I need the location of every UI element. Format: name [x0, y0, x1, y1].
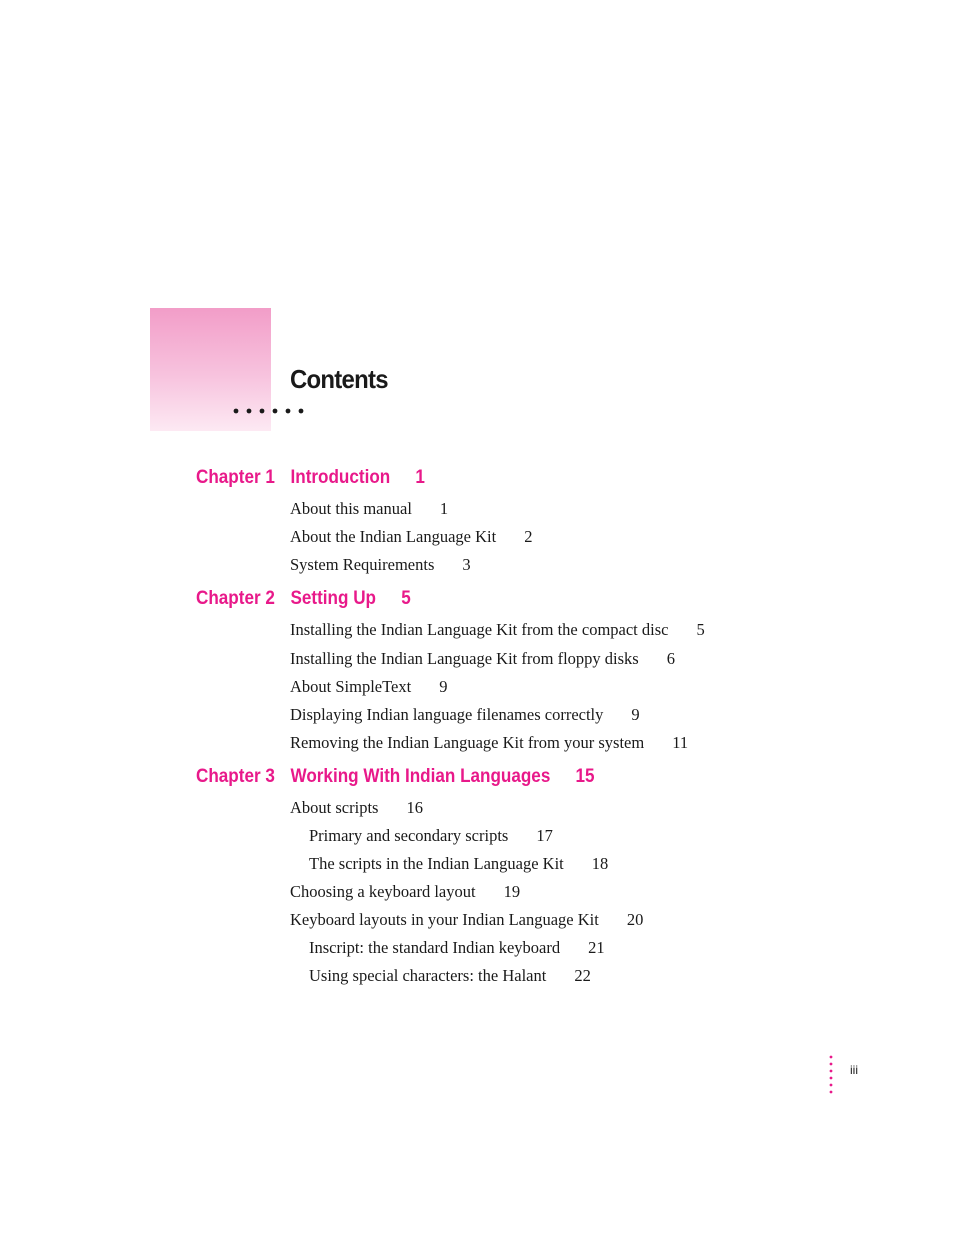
toc-entry-page: 1 — [439, 499, 449, 518]
toc-entry-page: 9 — [439, 677, 448, 696]
chapter-title-group — [291, 588, 411, 610]
toc-entry[interactable] — [290, 733, 688, 753]
toc-entry-text: About the Indian Language Kit — [290, 527, 497, 546]
chapter-title-group — [291, 467, 425, 489]
page-folio: iii — [850, 1063, 858, 1077]
chapter-heading[interactable] — [196, 467, 425, 489]
toc-entry-page: 20 — [626, 910, 644, 929]
toc-entry-text: Using special characters: the Halant — [309, 966, 547, 985]
chapter-heading[interactable] — [196, 588, 411, 610]
toc-entry-page: 17 — [536, 826, 553, 845]
toc-entry[interactable] — [290, 677, 447, 697]
toc-entry-text: About this manual — [290, 499, 412, 518]
title-dots-ornament — [231, 404, 311, 418]
toc-entry-page: 5 — [696, 620, 705, 639]
chapter-heading[interactable] — [196, 766, 595, 788]
toc-entry-page: 18 — [591, 854, 609, 873]
chapter-label: Chapter 3 — [196, 766, 275, 787]
toc-entry-page: 16 — [406, 798, 423, 817]
toc-entry-text: Displaying Indian language filenames correctly — [290, 705, 604, 724]
toc-subentry[interactable] — [309, 826, 553, 846]
chapter-title: Working With Indian Languages — [290, 766, 551, 787]
toc-entry[interactable] — [290, 649, 675, 669]
toc-entry-page: 6 — [666, 649, 675, 668]
toc-entry-text: Primary and secondary scripts — [309, 826, 509, 845]
toc-entry[interactable] — [290, 527, 532, 547]
toc-entry-page: 3 — [462, 555, 471, 574]
toc-entry-text: Inscript: the standard Indian keyboard — [309, 938, 561, 957]
toc-entry-text: System Requirements — [290, 555, 435, 574]
toc-entry-page: 22 — [574, 966, 591, 985]
chapter-label: Chapter 1 — [196, 467, 275, 488]
toc-entry-text: Choosing a keyboard layout — [290, 882, 476, 901]
toc-subentry[interactable] — [309, 966, 591, 986]
chapter-title: Introduction — [290, 467, 391, 488]
chapter-label: Chapter 2 — [196, 588, 275, 609]
toc-entry-page: 21 — [588, 938, 605, 957]
toc-entry-text: About SimpleText — [290, 677, 412, 696]
chapter-title: Setting Up — [290, 588, 376, 609]
toc-entry-text: Keyboard layouts in your Indian Language Kit — [290, 910, 599, 929]
chapter-page-number: 1 — [415, 467, 425, 488]
page-title: Contents — [290, 364, 388, 394]
toc-subentry[interactable] — [309, 938, 605, 958]
toc-entry[interactable] — [290, 705, 640, 725]
chapter-page-number: 5 — [401, 588, 411, 609]
toc-entry[interactable] — [290, 910, 643, 930]
toc-entry-page: 2 — [524, 527, 533, 546]
toc-entry-text: The scripts in the Indian Language Kit — [309, 854, 564, 873]
toc-subentry[interactable] — [309, 854, 608, 874]
folio-dots-ornament — [826, 1054, 836, 1094]
toc-entry[interactable] — [290, 499, 448, 519]
toc-entry[interactable] — [290, 555, 471, 575]
toc-entry[interactable] — [290, 798, 423, 818]
toc-entry-text: About scripts — [290, 798, 379, 817]
toc-entry-page: 19 — [503, 882, 521, 901]
chapter-page-number: 15 — [575, 766, 595, 787]
toc-entry-text: Removing the Indian Language Kit from your system — [290, 733, 645, 752]
toc-entry-page: 11 — [672, 733, 689, 752]
toc-entry[interactable] — [290, 620, 705, 640]
toc-entry-text: Installing the Indian Language Kit from the compact disc — [290, 620, 669, 639]
chapter-title-group — [291, 766, 595, 788]
toc-entry-page: 9 — [631, 705, 640, 724]
toc-entry[interactable] — [290, 882, 520, 902]
toc-entry-text: Installing the Indian Language Kit from floppy disks — [290, 649, 639, 668]
